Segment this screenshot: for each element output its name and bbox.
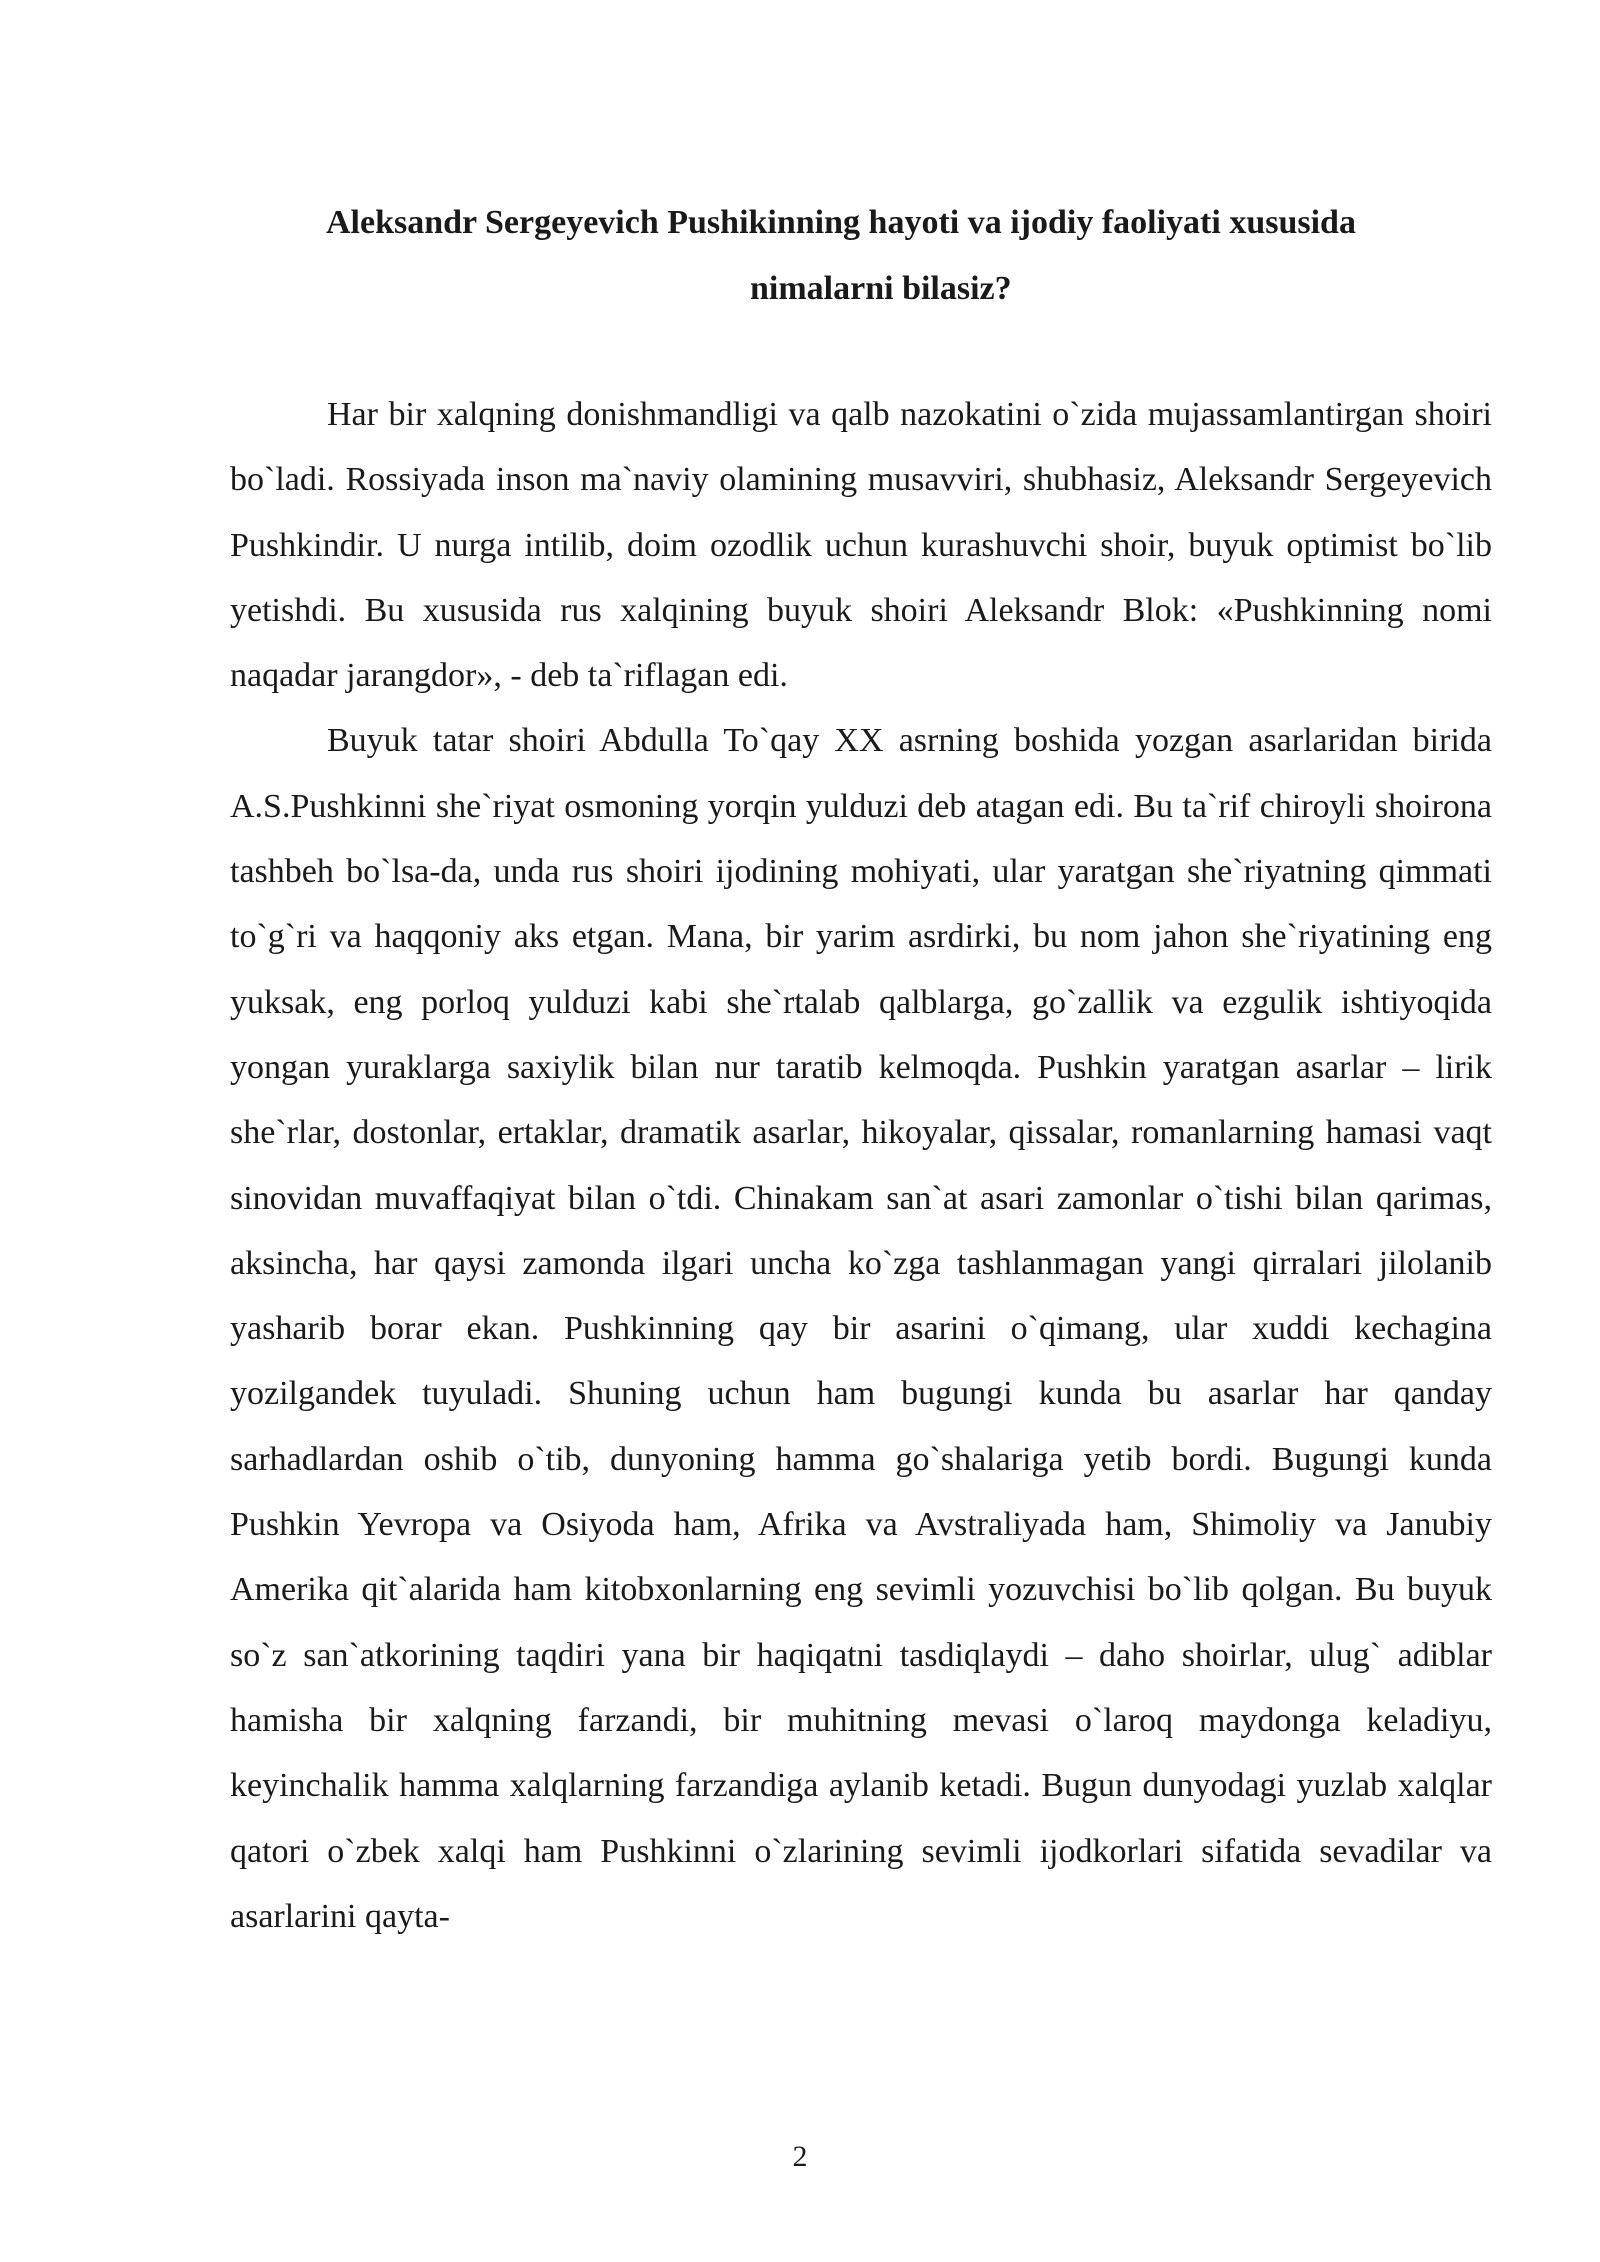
paragraph-1: Har bir xalqning donishmandligi va qalb nazokatini o`zida mujassamlantirgan shoiri bo`ladi. Rossiyada inson ma`naviy olamining musavviri, shubhasiz, Aleksandr Sergeyevich Pushkindir. U nurga intilib, doim ozodlik uchun kurashuvchi shoir, buyuk optimist bo`lib yetishdi. Bu xususida rus xalqining buyuk shoiri Aleksandr Blok: «Pushkinning nomi naqadar jarangdor», - deb ta`riflagan edi.	[230, 396, 1492, 695]
paragraph-2: Buyuk tatar shoiri Abdulla To`qay XX asrning boshida yozgan asarlaridan birida A.S.Pushkinni she`riyat osmoning yorqin yulduzi deb atagan edi. Bu ta`rif chiroyli shoirona tashbeh bo`lsa-da, unda rus shoiri ijodining mohiyati, ular yaratgan she`riyatning qimmati to`g`ri va haqqoniy aks etgan. Mana, bir yarim asrdirki, bu nom jahon she`riyatining eng yuksak, eng porloq yulduzi kabi she`rtalab qalblarga, go`zallik va ezgulik ishtiyoqida yongan yuraklarga saxiylik bilan nur taratib kelmoqda. Pushkin yaratgan asarlar – lirik she`rlar, dostonlar, ertaklar, dramatik asarlar, hikoyalar, qissalar, romanlarning hamasi vaqt sinovidan muvaffaqiyat bilan o`tdi. Chinakam san`at asari zamonlar o`tishi bilan qarimas, aksincha, har qaysi zamonda ilgari uncha ko`zga tashlanmagan yangi qirralari jilolanib yasharib borar ekan. Pushkinning qay bir asarini o`qimang, ular xuddi kechagina yozilgandek tuyuladi. Shuning uchun ham bugungi kunda bu asarlar har qanday sarhadlardan oshib o`tib, dunyoning hamma go`shalariga yetib bordi. Bugungi kunda Pushkin Yevropa va Osiyoda ham, Afrika va Avstraliyada ham, Shimoliy va Janubiy Amerika qit`alarida ham kitobxonlarning eng sevimli yozuvchisi bo`lib qolgan. Bu buyuk so`z san`atkorining taqdiri yana bir haqiqatni tasdiqlaydi – daho shoirlar, ulug` adiblar hamisha bir xalqning farzandi, bir muhitning mevasi o`laroq maydonga keladiyu, keyinchalik hamma xalqlarning farzandiga aylanib ketadi. Bugun dunyodagi yuzlab xalqlar qatori o`zbek xalqi ham Pushkinni o`zlarining sevimli ijodkorlari sifatida sevadilar va asarlarini qayta-	[230, 722, 1492, 1935]
title-line-1: Aleksandr Sergeyevich Pushikinning hayoti va ijodiy faoliyati xususida	[326, 204, 1356, 241]
page-number: 2	[792, 2140, 808, 2173]
page-title	[230, 190, 1480, 322]
body-text	[230, 382, 1492, 1949]
title-line-2: nimalarni bilasiz?	[750, 270, 1012, 307]
